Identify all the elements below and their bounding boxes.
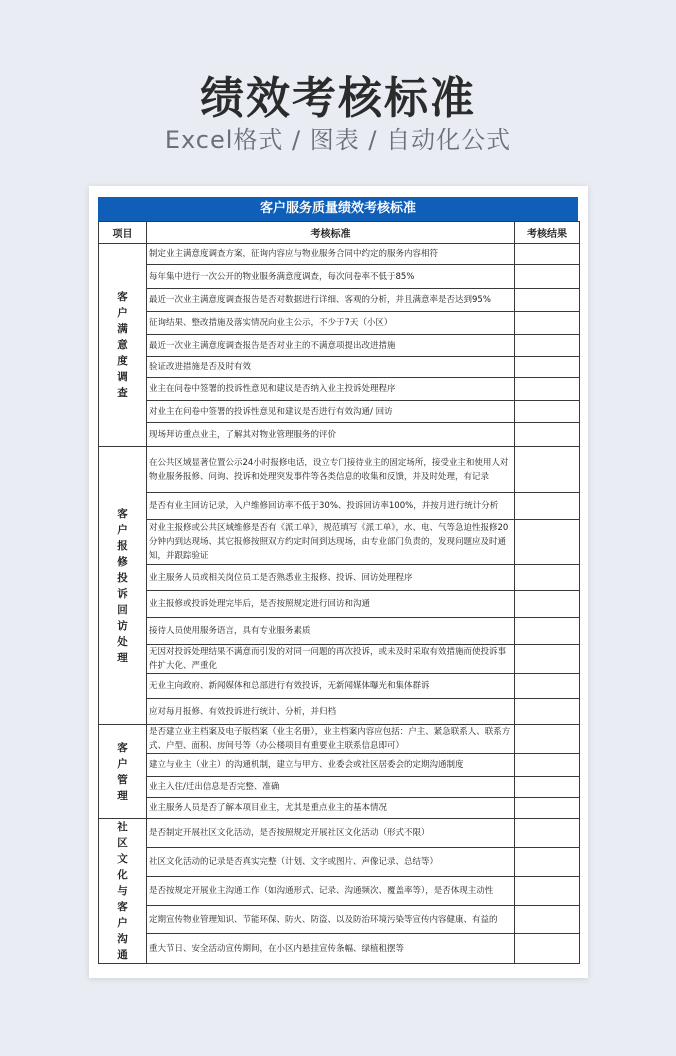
result-cell[interactable] <box>515 847 580 877</box>
criteria-cell: 定期宣传物业管理知识、节能环保、防火、防盗、以及防治环境污染等宣传内容健康、有益的 <box>147 905 515 934</box>
hero-title: 绩效考核标准 <box>200 73 476 124</box>
table-row <box>99 378 580 401</box>
result-cell[interactable] <box>515 725 580 754</box>
criteria-cell: 征询结果、整改措施及落实情况向业主公示，不少于7天（小区） <box>147 312 515 335</box>
result-cell[interactable] <box>515 699 580 725</box>
result-cell[interactable] <box>515 618 580 645</box>
table-header-row <box>99 222 580 244</box>
spreadsheet-preview <box>89 186 588 978</box>
criteria-cell: 现场拜访重点业主，了解其对物业管理服务的评价 <box>147 423 515 447</box>
criteria-cell: 无业主向政府、新闻媒体和总部进行有效投诉，无新闻媒体曝光和集体群诉 <box>147 674 515 699</box>
table-row <box>99 777 580 798</box>
result-cell[interactable] <box>515 335 580 357</box>
criteria-cell: 是否建立业主档案及电子版档案（业主名册），业主档案内容应包括：户主、紧急联系人、联系方式、户型、面积、房间号等（办公楼项目有重要业主联系信息即可） <box>147 725 515 754</box>
result-cell[interactable] <box>515 378 580 401</box>
criteria-cell: 业主入住/迁出信息是否完整、准确 <box>147 777 515 798</box>
table-row <box>99 618 580 645</box>
table-row <box>99 312 580 335</box>
result-cell[interactable] <box>515 934 580 964</box>
table-row <box>99 493 580 520</box>
criteria-cell: 验证改进措施是否及时有效 <box>147 357 515 378</box>
criteria-cell: 最近一次业主满意度调查报告是否对业主的不满意项提出改进措施 <box>147 335 515 357</box>
table-row <box>99 447 580 493</box>
result-cell[interactable] <box>515 289 580 312</box>
result-cell[interactable] <box>515 520 580 565</box>
criteria-cell: 业主在问卷中签署的投诉性意见和建议是否纳入业主投诉处理程序 <box>147 378 515 401</box>
table-row <box>99 357 580 378</box>
table-row <box>99 819 580 848</box>
table-row <box>99 877 580 906</box>
header-item: 项目 <box>99 222 147 244</box>
category-label: 客户管理 <box>117 741 128 802</box>
category-cell <box>99 725 147 819</box>
hero-subtitle: Excel格式 / 图表 / 自动化公式 <box>164 126 512 154</box>
criteria-cell: 应对每月报修、有效投诉进行统计、分析，并归档 <box>147 699 515 725</box>
table-row <box>99 905 580 934</box>
result-cell[interactable] <box>515 905 580 934</box>
table-row <box>99 798 580 819</box>
result-cell[interactable] <box>515 423 580 447</box>
criteria-cell: 制定业主满意度调查方案，征询内容应与物业服务合同中约定的服务内容相符 <box>147 244 515 265</box>
category-label: 社区文化与客户沟通 <box>117 821 128 961</box>
criteria-cell: 最近一次业主满意度调查报告是否对数据进行详细、客观的分析，并且满意率是否达到95% <box>147 289 515 312</box>
criteria-cell: 在公共区域显著位置公示24小时报修电话，设立专门接待业主的固定场所，接受业主和使用人对物业服务报修、问询、投诉和处理突发事件等各类信息的收集和反馈，并及时处理，有记录 <box>147 447 515 493</box>
criteria-cell: 重大节日、安全活动宣传期间，在小区内悬挂宣传条幅、绿植租摆等 <box>147 934 515 964</box>
criteria-cell: 业主服务人员是否了解本项目业主，尤其是重点业主的基本情况 <box>147 798 515 819</box>
criteria-cell: 是否按规定开展业主沟通工作（如沟通形式、记录、沟通频次、覆盖率等），是否体现主动性 <box>147 877 515 906</box>
criteria-cell: 对业主报修或公共区域维修是否有《派工单》，规范填写《派工单》，水、电、气等急迫性报修20分钟内到达现场、其它报修按照双方约定时间到达现场，由专业部门负责的，发现问题应及时通知，并跟踪验证 <box>147 520 515 565</box>
table-row <box>99 244 580 265</box>
criteria-cell: 对业主在问卷中签署的投诉性意见和建议是否进行有效沟通/ 回访 <box>147 401 515 423</box>
table-row <box>99 401 580 423</box>
result-cell[interactable] <box>515 312 580 335</box>
result-cell[interactable] <box>515 591 580 618</box>
category-cell <box>99 447 147 725</box>
table-body <box>99 244 580 964</box>
criteria-cell: 业主报修或投诉处理完毕后，是否按照规定进行回访和沟通 <box>147 591 515 618</box>
result-cell[interactable] <box>515 401 580 423</box>
criteria-cell: 是否有业主回访记录，入户维修回访率不低于30%、投诉回访率100%，并按月进行统计分析 <box>147 493 515 520</box>
category-label: 客户满意度调查 <box>117 291 128 399</box>
table-row <box>99 565 580 591</box>
table-row <box>99 591 580 618</box>
criteria-cell: 业主服务人员或相关岗位员工是否熟悉业主报修、投诉、回访处理程序 <box>147 565 515 591</box>
table-row <box>99 934 580 964</box>
table-row <box>99 335 580 357</box>
table-row <box>99 520 580 565</box>
category-cell <box>99 819 147 964</box>
result-cell[interactable] <box>515 493 580 520</box>
table-row <box>99 289 580 312</box>
table-row <box>99 674 580 699</box>
result-cell[interactable] <box>515 565 580 591</box>
table-row <box>99 265 580 289</box>
header-criteria: 考核标准 <box>147 222 515 244</box>
sheet-banner-title: 客户服务质量绩效考核标准 <box>98 197 578 221</box>
criteria-cell: 无因对投诉处理结果不满意而引发的对同一问题的再次投诉，或未及时采取有效措施而使投诉事件扩大化、严重化 <box>147 645 515 674</box>
category-cell <box>99 244 147 447</box>
category-label: 客户报修投诉回访处理 <box>117 507 128 664</box>
result-cell[interactable] <box>515 244 580 265</box>
table-row <box>99 847 580 877</box>
result-cell[interactable] <box>515 447 580 493</box>
header-result: 考核结果 <box>515 222 580 244</box>
criteria-cell: 每年集中进行一次公开的物业服务满意度调查，每次问卷率不低于85% <box>147 265 515 289</box>
result-cell[interactable] <box>515 798 580 819</box>
criteria-cell: 是否制定开展社区文化活动，是否按照规定开展社区文化活动（形式不限） <box>147 819 515 848</box>
result-cell[interactable] <box>515 877 580 906</box>
criteria-table <box>98 221 580 964</box>
criteria-cell: 社区文化活动的记录是否真实完整（计划、文字或图片、声像记录、总结等） <box>147 847 515 877</box>
table-row <box>99 725 580 754</box>
result-cell[interactable] <box>515 777 580 798</box>
criteria-cell: 接待人员使用服务语言，具有专业服务素质 <box>147 618 515 645</box>
table-row <box>99 645 580 674</box>
criteria-cell: 建立与业主（业主）的沟通机制，建立与甲方、业委会或社区居委会的定期沟通制度 <box>147 754 515 777</box>
table-row <box>99 754 580 777</box>
table-row <box>99 423 580 447</box>
result-cell[interactable] <box>515 674 580 699</box>
result-cell[interactable] <box>515 265 580 289</box>
result-cell[interactable] <box>515 645 580 674</box>
table-row <box>99 699 580 725</box>
result-cell[interactable] <box>515 357 580 378</box>
result-cell[interactable] <box>515 754 580 777</box>
result-cell[interactable] <box>515 819 580 848</box>
